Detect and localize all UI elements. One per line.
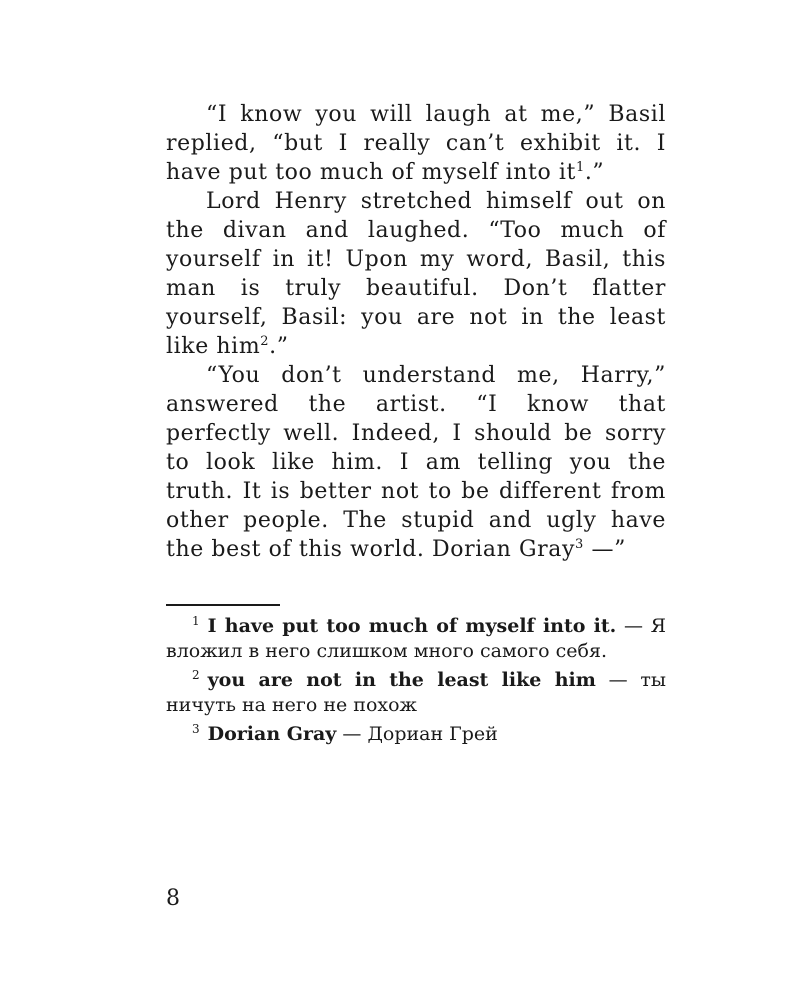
paragraph-1 <box>166 100 666 187</box>
footnote-1 <box>166 614 666 664</box>
footnote-number: 1 <box>192 614 200 628</box>
footnote-divider <box>166 604 280 606</box>
paragraph-3-text: “You don’t understand me, Harry,” answered the artist. “I know that perfectly well. Indeed, I should be sorry to look like him. I am telling you the truth. It is better not to be different from other people. The stupid and ugly have the best of this world. Dorian Gray <box>166 363 666 562</box>
footnote-term: you are not in the least like him <box>207 669 596 691</box>
footnote-translation: — Дориан Грей <box>336 723 498 745</box>
footnote-3 <box>166 722 666 747</box>
footnote-term: I have put too much of myself into it. <box>207 615 617 637</box>
paragraph-2-text: Lord Henry stretched himself out on the divan and laughed. “Too much of yourself in it! Upon my word, Basil, this man is truly beautiful. Don’t flatter yourself, Basil: you are not in the least like him <box>166 189 666 359</box>
book-page <box>166 100 666 751</box>
main-text <box>166 100 666 564</box>
paragraph-2 <box>166 187 666 361</box>
footnote-number: 2 <box>192 668 200 682</box>
paragraph-3 <box>166 361 666 564</box>
footnote-translation: — ты ничуть на него не похож <box>166 669 666 716</box>
footnote-ref-1: 1 <box>575 160 585 175</box>
footnote-ref-3: 3 <box>575 537 584 552</box>
page-number: 8 <box>166 886 180 911</box>
footnote-ref-2: 2 <box>260 334 270 349</box>
footnote-2 <box>166 668 666 718</box>
footnote-term: Dorian Gray <box>207 723 337 745</box>
footnotes <box>166 614 666 747</box>
paragraph-3-end: —” <box>583 537 626 562</box>
paragraph-1-text: “I know you will laugh at me,” Basil replied, “but I really can’t exhibit it. I have put too much of myself into it <box>166 102 666 185</box>
footnote-number: 3 <box>192 722 200 736</box>
footnote-translation: — Я вложил в него слишком много самого себя. <box>166 615 666 662</box>
paragraph-2-end: .” <box>269 334 289 359</box>
paragraph-1-end: .” <box>584 160 605 185</box>
